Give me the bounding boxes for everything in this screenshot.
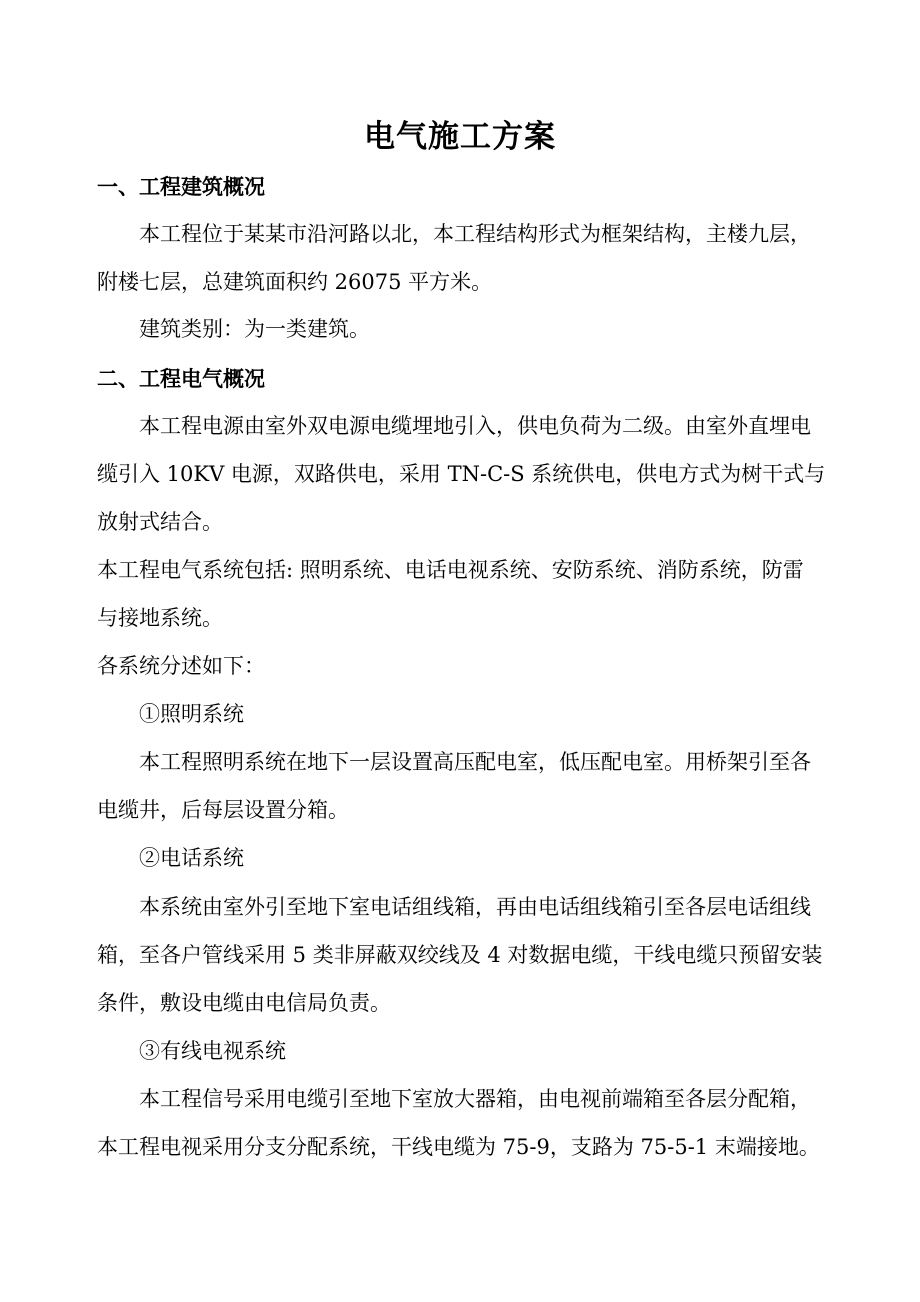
paragraph-line: 放射式结合。: [97, 510, 223, 534]
document-title: 电气施工方案: [364, 119, 556, 155]
paragraph-line: 本工程电气系统包括: 照明系统、电话电视系统、安防系统、消防系统，防雷: [97, 558, 804, 582]
subsection-heading-lighting: ①照明系统: [139, 702, 244, 726]
paragraph-line: 本工程电源由室外双电源电缆埋地引入，供电负荷为二级。由室外直埋电: [139, 414, 811, 438]
paragraph-line: 电缆井，后每层设置分箱。: [97, 798, 349, 822]
paragraph-line: 箱，至各户管线采用 5 类非屏蔽双绞线及 4 对数据电缆，干线电缆只预留安装: [97, 943, 823, 967]
section-heading-building: 一、工程建筑概况: [97, 174, 265, 199]
paragraph-line: 本系统由室外引至地下室电话组线箱，再由电话组线箱引至各层电话组线: [139, 895, 811, 919]
paragraph-line: 各系统分述如下：: [97, 654, 265, 678]
paragraph-line: 条件，敷设电缆由电信局负责。: [97, 991, 391, 1015]
paragraph-line: 建筑类别：为一类建筑。: [139, 317, 370, 341]
paragraph-line: 附楼七层，总建筑面积约 26075 平方米。: [97, 270, 493, 294]
paragraph-line: 本工程照明系统在地下一层设置高压配电室，低压配电室。用桥架引至各: [139, 750, 811, 774]
section-heading-electrical: 二、工程电气概况: [97, 366, 265, 391]
paragraph-line: 本工程电视采用分支分配系统，干线电缆为 75-9，支路为 75-5-1 末端接地。: [97, 1135, 820, 1159]
subsection-heading-cable-tv: ③有线电视系统: [139, 1039, 286, 1063]
subsection-heading-telephone: ②电话系统: [139, 846, 244, 870]
paragraph-line: 与接地系统。: [97, 606, 223, 630]
paragraph-line: 本工程信号采用电缆引至地下室放大器箱，由电视前端箱至各层分配箱，: [139, 1087, 811, 1111]
paragraph-line: 缆引入 10KV 电源，双路供电，采用 TN-C-S 系统供电，供电方式为树干式与: [97, 462, 826, 486]
paragraph-line: 本工程位于某某市沿河路以北，本工程结构形式为框架结构，主楼九层，: [139, 222, 811, 246]
